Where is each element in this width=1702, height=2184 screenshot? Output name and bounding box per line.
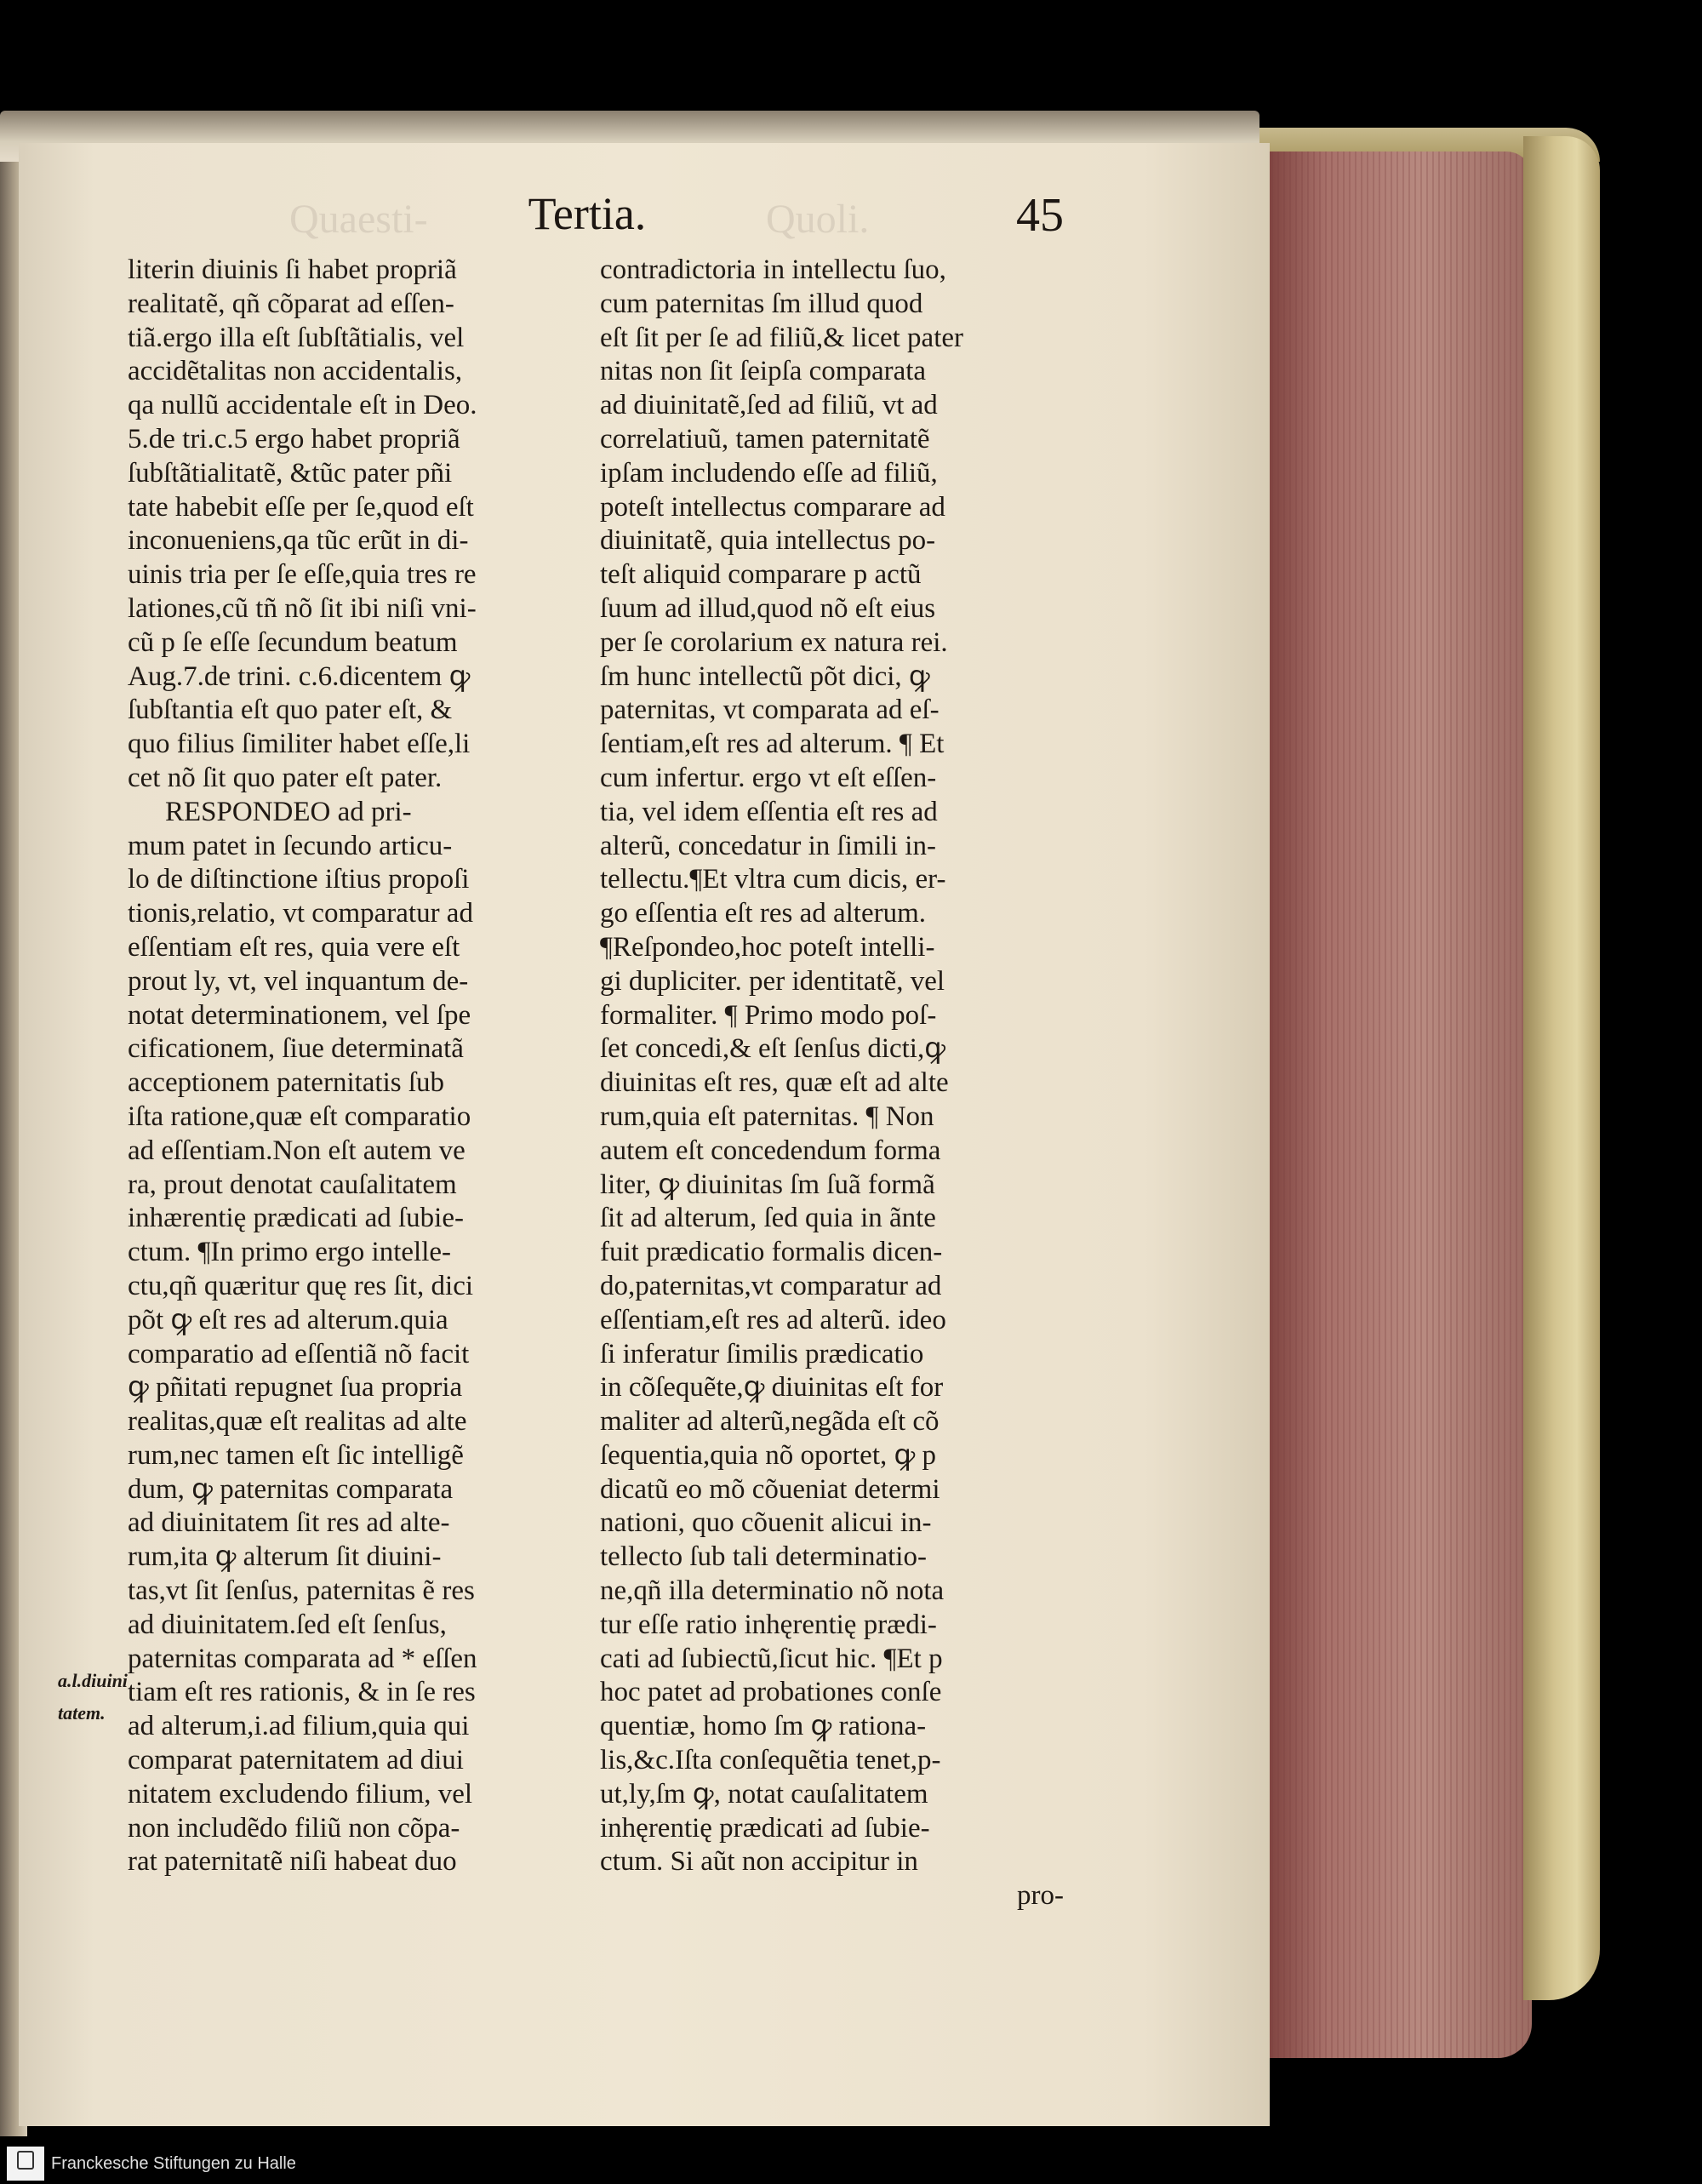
page-fore-edge [1259, 152, 1532, 2058]
text-line: pro- [1017, 1880, 1064, 1912]
text-line: tia, vel idem eſſentia eſt res ad [600, 796, 938, 827]
text-line: ad diuinitatem.ſed eſt ſenſus, [128, 1609, 447, 1640]
text-line: paternitas, vt comparata ad eſ- [600, 695, 940, 726]
text-line: ipſam includendo eſſe ad filiũ, [600, 457, 938, 489]
right-text-column [600, 254, 1064, 1913]
text-line: ſm hunc intellectũ põt dici, ꝙ [600, 660, 930, 692]
text-line: rum,nec tamen eſt ſic intelligẽ [128, 1439, 464, 1471]
text-line: teſt aliquid comparare p actũ [600, 559, 922, 591]
text-line: realitas,quæ eſt realitas ad alte [128, 1406, 467, 1438]
text-line: ſequentia,quia nõ oportet, ꝙ p [600, 1439, 937, 1471]
marginal-note-line: a.l.diuini [58, 1670, 128, 1691]
text-line: ra, prout denotat cauſalitatem [128, 1169, 457, 1200]
text-line: comparatio ad eſſentiã nõ facit [128, 1338, 470, 1369]
text-line: eſſentiam,eſt res ad alterũ. ideo [600, 1304, 946, 1335]
text-line: alterũ, concedatur in ſimili in- [600, 830, 936, 861]
text-line: mum patet in ſecundo articu- [128, 830, 453, 861]
left-text-column [128, 254, 591, 1879]
text-line: notat determinationem, vel ſpe [128, 999, 471, 1031]
text-line: ad alterum,i.ad filium,quia qui [128, 1711, 470, 1742]
text-line: paternitas comparata ad * eſſen [128, 1643, 477, 1674]
text-line: tellecto ſub tali determinatio- [600, 1541, 927, 1573]
text-line: cum paternitas ſm illud quod [600, 288, 923, 319]
text-line: iſta ratione,quæ eſt comparatio [128, 1101, 471, 1132]
text-line: rum,quia eſt paternitas. ¶ Non [600, 1101, 934, 1132]
text-line: formaliter. ¶ Primo modo poſ- [600, 999, 937, 1031]
text-line: tate habebit eſſe per ſe,quod eſt [128, 491, 474, 523]
text-line: autem eſt concedendum forma [600, 1135, 941, 1166]
text-line: fuit prædicatio formalis dicen- [600, 1237, 943, 1268]
text-line: dum, ꝙ paternitas comparata [128, 1473, 454, 1505]
text-line: go eſſentia eſt res ad alterum. [600, 898, 927, 929]
text-line: diuinitatẽ, quia intellectus po- [600, 525, 936, 557]
text-line: ſi inferatur ſimilis prædicatio [600, 1338, 924, 1369]
text-line: cũ p ſe eſſe ſecundum beatum [128, 626, 458, 658]
book-cover-edge [1523, 136, 1600, 2000]
text-line: inhęrentię prædicati ad ſubie- [600, 1812, 930, 1844]
text-line: eſſentiam eſt res, quia vere eſt [128, 931, 460, 963]
text-line: qa nullũ accidentale eſt in Deo. [128, 390, 477, 421]
text-line: RESPONDEO ad pri- [165, 796, 412, 827]
text-line: nationi, quo cõuenit alicui in- [600, 1507, 932, 1539]
text-line: ctum. Si aũt non accipitur in [600, 1846, 918, 1878]
text-line: ſet concedi,& eſt ſenſus dicti,ꝙ [600, 1033, 946, 1065]
text-line: rum,ita ꝙ alterum ſit diuini- [128, 1541, 442, 1573]
text-line: dicatũ eo mõ cõueniat determi [600, 1473, 940, 1505]
text-line: hoc patet ad probationes conſe [600, 1677, 942, 1708]
text-line: tiam eſt res rationis, & in ſe res [128, 1677, 476, 1708]
text-line: prout ly, vt, vel inquantum de- [128, 965, 469, 997]
text-line: ad diuinitatẽ,ſed ad filiũ, vt ad [600, 390, 938, 421]
text-line: realitatẽ, qñ cõparat ad eſſen- [128, 288, 454, 319]
text-line: tur eſſe ratio inhęrentię prædi- [600, 1609, 937, 1640]
text-line: nitas non ſit ſeipſa comparata [600, 356, 927, 387]
text-line: accidẽtalitas non accidentalis, [128, 356, 463, 387]
institution-name: Franckesche Stiftungen zu Halle [51, 2154, 296, 2173]
text-line: ſit ad alterum, ſed quia in ãnte [600, 1203, 936, 1234]
text-line: ad diuinitatem ſit res ad alte- [128, 1507, 450, 1539]
text-line: ſubſtantia eſt quo pater eſt, & [128, 695, 453, 726]
text-line: ad eſſentiam.Non eſt autem ve [128, 1135, 465, 1166]
marginal-note [58, 1665, 140, 1729]
text-line: acceptionem paternitatis ſub [128, 1067, 445, 1099]
text-line: gi dupliciter. per identitatẽ, vel [600, 965, 945, 997]
text-line: ctu,qñ quæritur quę res ſit, dici [128, 1270, 474, 1301]
running-head: Tertia. [528, 188, 647, 239]
text-line: ꝙ pñitati repugnet ſua propria [128, 1372, 463, 1404]
text-line: uinis tria per ſe eſſe,quia tres re [128, 559, 477, 591]
bleedthrough-text-left: Quaesti- [289, 197, 428, 242]
text-line: inconueniens,qa tũc erũt in di- [128, 525, 469, 557]
text-line: ctum. ¶In primo ergo intelle- [128, 1237, 451, 1268]
text-line: diuinitas eſt res, quæ eſt ad alte [600, 1067, 949, 1099]
text-line: correlatiuũ, tamen paternitatẽ [600, 423, 930, 455]
text-line: comparat paternitatem ad diui [128, 1745, 464, 1776]
text-line: maliter ad alterũ,negãda eſt cõ [600, 1406, 940, 1438]
text-line: tiã.ergo illa eſt ſubſtãtialis, vel [128, 322, 465, 353]
text-line: literin diuinis ſi habet propriã [128, 254, 457, 285]
text-line: poteſt intellectus comparare ad [600, 491, 945, 523]
text-line: Aug.7.de trini. c.6.dicentem ꝙ [128, 660, 471, 692]
bleedthrough-text-right: Quoli. [766, 197, 870, 242]
text-line: ut,ly,ſm ꝙ, notat cauſalitatem [600, 1778, 928, 1810]
text-line: rat paternitatẽ niſi habeat duo [128, 1846, 457, 1878]
text-line: nitatem excludendo filium, vel [128, 1778, 473, 1810]
text-line: ne,qñ illa determinatio nõ nota [600, 1575, 945, 1607]
text-line: ſubſtãtialitatẽ, &tũc pater pñi [128, 457, 453, 489]
text-line: ſentiam,eſt res ad alterum. ¶ Et [600, 729, 945, 760]
text-line: lo de diſtinctione iſtius propoſi [128, 864, 470, 895]
text-line: per ſe corolarium ex natura rei. [600, 626, 948, 658]
institution-logo [7, 2147, 44, 2181]
page-number: 45 [1016, 189, 1064, 242]
text-line: eſt ſit per ſe ad filiũ,& licet pater [600, 322, 964, 353]
text-line: cet nõ ſit quo pater eſt pater. [128, 762, 443, 793]
text-line: quentiæ, homo ſm ꝙ rationa- [600, 1711, 927, 1742]
text-line: inhærentię prædicati ad ſubie- [128, 1203, 464, 1234]
text-line: lis,&c.Iſta conſequẽtia tenet,p- [600, 1745, 941, 1776]
text-line: lationes,cũ tñ nõ ſit ibi niſi vni- [128, 592, 477, 624]
text-line: do,paternitas,vt comparatur ad [600, 1270, 942, 1301]
text-line: põt ꝙ eſt res ad alterum.quia [128, 1304, 448, 1335]
text-line: non includẽdo filiũ non cõpa- [128, 1812, 460, 1844]
text-line: cati ad ſubiectũ,ſicut hic. ¶Et p [600, 1643, 943, 1674]
text-line: cum infertur. ergo vt eſt eſſen- [600, 762, 937, 793]
text-line: tas,vt ſit ſenſus, paternitas ẽ res [128, 1575, 475, 1607]
text-line: in cõſequẽte,ꝙ diuinitas eſt for [600, 1372, 944, 1404]
text-line: cificationem, ſiue determinatã [128, 1033, 464, 1065]
text-line: tellectu.¶Et vltra cum dicis, er- [600, 864, 946, 895]
text-line: quo filius ſimiliter habet eſſe,li [128, 729, 471, 760]
logo-icon [17, 2151, 34, 2170]
text-line: liter, ꝙ diuinitas ſm ſuã formã [600, 1169, 935, 1200]
text-line: contradictoria in intellectu ſuo, [600, 254, 946, 285]
marginal-note-line: tatem. [58, 1702, 106, 1724]
text-line: ¶Reſpondeo,hoc poteſt intelli- [600, 931, 935, 963]
text-line: tionis,relatio, vt comparatur ad [128, 898, 473, 929]
text-line: ſuum ad illud,quod nõ eſt eius [600, 592, 936, 624]
text-line: 5.de tri.c.5 ergo habet propriã [128, 423, 460, 455]
